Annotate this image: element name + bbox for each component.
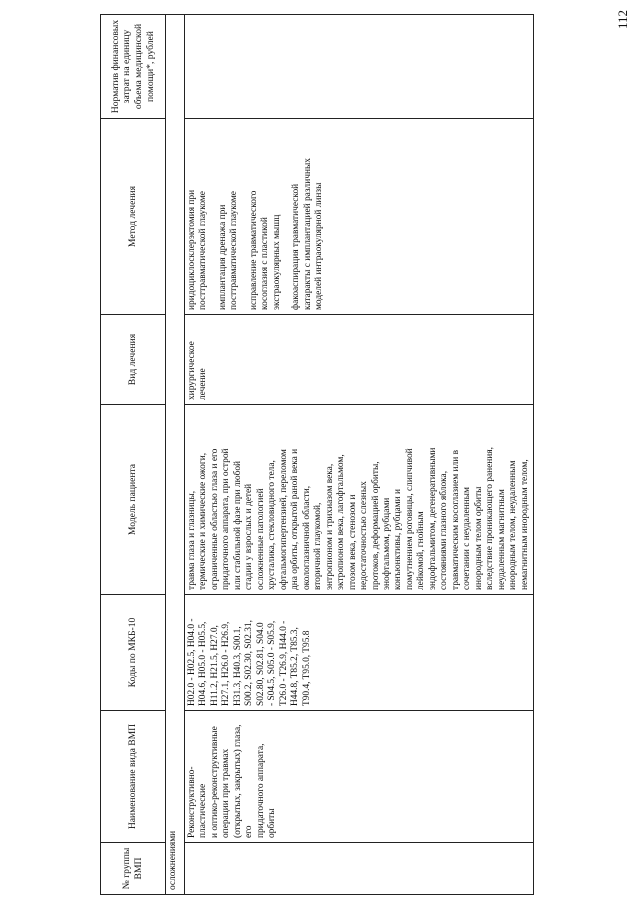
note-text: осложнениями	[166, 15, 185, 895]
cell-patient-model: травма глаза и глазницы, термические и химические ожоги, ограниченные областью глаза и его придаточного аппарата, при острой или стабильной фазе при любой стадии у взрослых и детей осложненные патологией хрусталика, стекловидного тела, офтальмогипертензией, переломом дна орбиты, открытой раной века и окологлазничной области, вторичной глаукомой, энтропионом и трихиазом века, эктропионом века, лагофтальмом, птозом века, стенозом и недостаточностью слезных протоков, деформацией орбиты, энофтальмом, рубцами конъюнктивы, рубцами и помутнением роговицы, слипчивой лейкомой, гнойным эндофтальмитом, дегенеративными состояниями глазного яблока, травматическим косоглазием или в сочетании с неудаленным инородным телом орбиты вследствие проникающего ранения, неудаленным магнитным инородным телом, неудаленным немагнитным инородным телом,	[185, 405, 534, 595]
header-treatment-method: Метод лечения	[101, 119, 166, 315]
table-row	[185, 15, 534, 895]
header-treatment-type: Вид лечения	[101, 315, 166, 405]
header-vmp-name: Наименование вида ВМП	[101, 711, 166, 843]
cell-group-number	[185, 843, 534, 895]
method-item: имплантация дренажа при посттравматической глаукоме	[217, 191, 240, 310]
cell-treatment-type: хирургическое лечение	[185, 315, 534, 405]
note-row	[166, 15, 185, 895]
method-item: факоаспирация травматической катаракты с имплантацией различных моделей интраокулярной линзы	[291, 158, 325, 310]
header-patient-model: Модель пациента	[101, 405, 166, 595]
method-item: иридоциклосклерэктомия при посттравматической глаукоме	[187, 189, 209, 310]
vmp-table	[100, 14, 534, 895]
table-header-row	[101, 15, 166, 895]
header-cost-norm: Норматив финансовых затрат на единицу объема медицинской помощи*, рублей	[101, 15, 166, 119]
cell-treatment-methods	[185, 119, 534, 315]
cell-vmp-name: Реконструктивно-пластические и оптико-реконструктивные операции при травмах (открытых, закрытых) глаза, его придаточного аппарата, орбиты	[185, 711, 534, 843]
cell-cost-norm	[185, 15, 534, 119]
method-item: исправление травматического косоглазия с пластикой экстраокулярных мышц	[248, 190, 282, 310]
header-group-number: № группы ВМП	[101, 843, 166, 895]
cell-icd-codes: H02.0 - H02.5, H04.0 - H04.6, H05.0 - H05.5, H11.2, H21.5, H27.0, H27.1, H26.0 - H26.9, H31.3, H40.3, S00.1, S00.2, S02.30, S02.31, S02.80, S02.81, S04.0 - S04.5, S05.0 - S05.9, T26.0 - T26.9, H44.0 - H44.8, T85.2, T85.3, T90.4, T95.0, T95.8	[185, 595, 534, 711]
header-icd-codes: Коды по МКБ-10	[101, 595, 166, 711]
rotated-table-area	[60, 5, 630, 905]
page-number: 112	[615, 9, 630, 29]
